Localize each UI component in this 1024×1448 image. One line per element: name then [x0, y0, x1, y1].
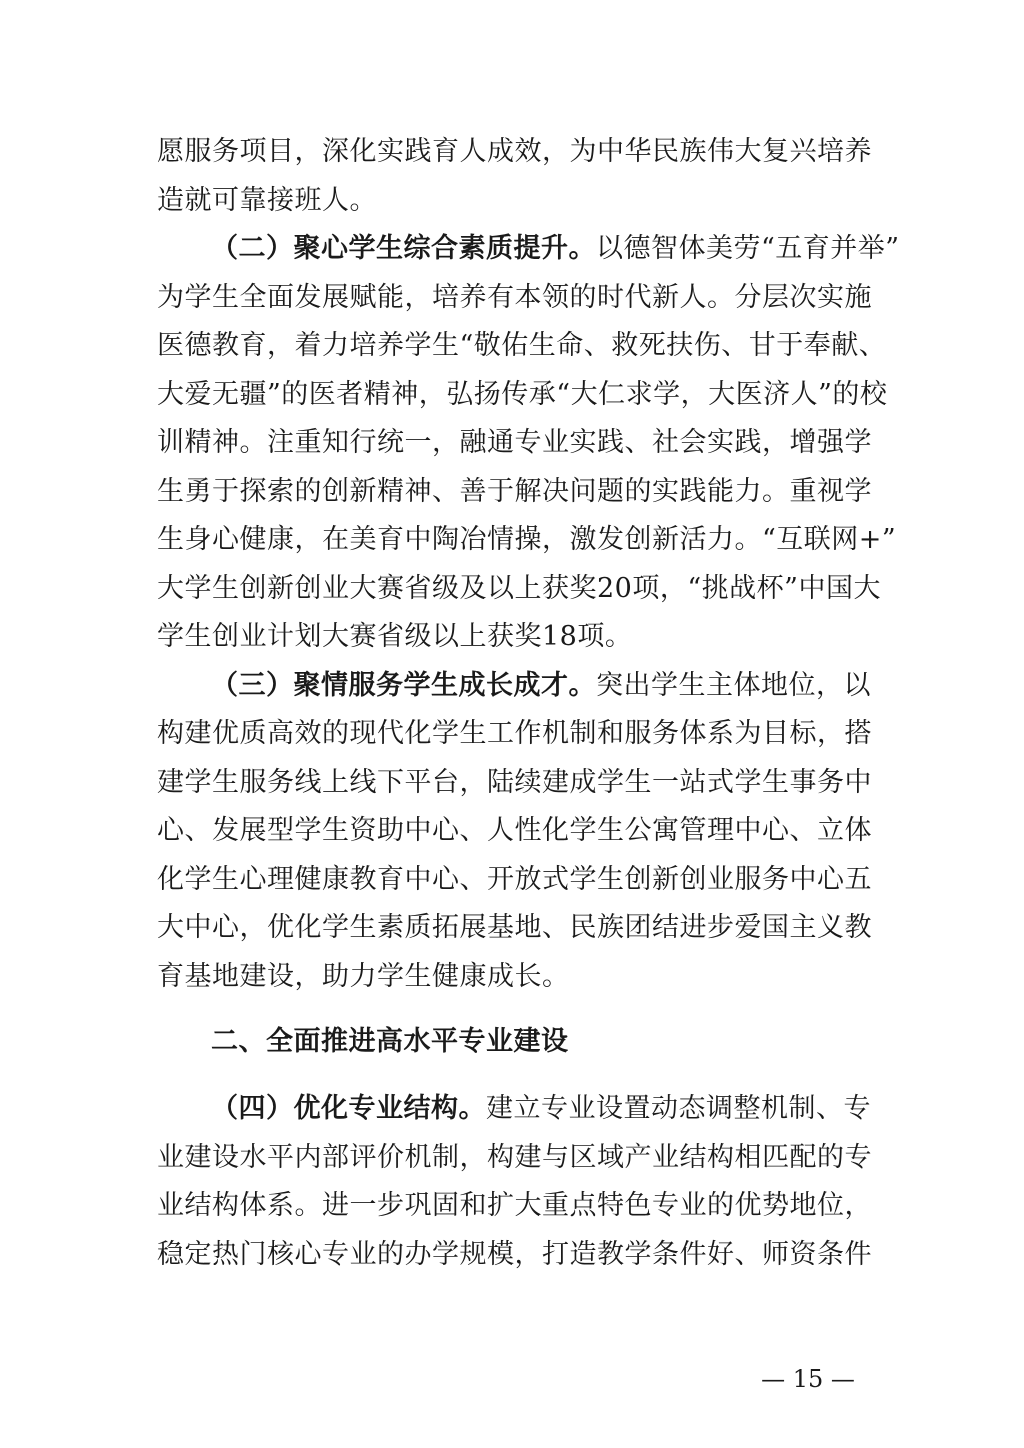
text-line: 大中心，优化学生素质拓展基地、民族团结进步爱国主义教 [157, 912, 872, 943]
text-line: 业结构体系。进一步巩固和扩大重点特色专业的优势地位， [157, 1190, 872, 1221]
text-line: 建学生服务线上线下平台，陆续建成学生一站式学生事务中 [157, 767, 872, 798]
text-line: 构建优质高效的现代化学生工作机制和服务体系为目标，搭 [157, 718, 872, 749]
text-line: 愿服务项目，深化实践育人成效，为中华民族伟大复兴培养 [157, 136, 872, 167]
text-line: 生身心健康，在美育中陶冶情操，激发创新活力。“互联网+” [157, 524, 897, 555]
text-line: 生勇于探索的创新精神、善于解决问题的实践能力。重视学 [157, 476, 872, 507]
text-span: 建立专业设置动态调整机制、专 [486, 1093, 871, 1124]
text-line: 训精神。注重知行统一，融通专业实践、社会实践，增强学 [157, 427, 872, 458]
page-number: — 15 — [761, 1365, 855, 1393]
text-line: 稳定热门核心专业的办学规模，打造教学条件好、师资条件 [157, 1239, 872, 1270]
subsection-title: （四）优化专业结构。 [211, 1093, 486, 1124]
subsection-title: （二）聚心学生综合素质提升。 [211, 233, 596, 264]
text-line: 医德教育，着力培养学生“敬佑生命、救死扶伤、甘于奉献、 [157, 330, 887, 361]
paragraph-first-line [157, 1091, 869, 1127]
text-line: 学生创业计划大赛省级以上获奖18项。 [157, 621, 633, 652]
text-line: 大爱无疆”的医者精神，弘扬传承“大仁求学，大医济人”的校 [157, 379, 888, 410]
paragraph-first-line [157, 231, 900, 267]
subsection-title: （三）聚情服务学生成长成才。 [211, 670, 596, 701]
text-line: 心、发展型学生资助中心、人性化学生公寓管理中心、立体 [157, 815, 872, 846]
text-span: 以德智体美劳“五育并举” [596, 233, 900, 264]
text-line: 大学生创新创业大赛省级及以上获奖20项，“挑战杯”中国大 [157, 573, 881, 604]
text-line: 育基地建设，助力学生健康成长。 [157, 961, 570, 992]
section-heading: 二、全面推进高水平专业建设 [211, 1026, 569, 1057]
paragraph-first-line [157, 668, 869, 704]
text-line: 化学生心理健康教育中心、开放式学生创新创业服务中心五 [157, 864, 872, 895]
text-span: 突出学生主体地位，以 [596, 670, 871, 701]
text-line: 为学生全面发展赋能，培养有本领的时代新人。分层次实施 [157, 282, 872, 313]
text-line: 造就可靠接班人。 [157, 185, 377, 216]
text-line: 业建设水平内部评价机制，构建与区域产业结构相匹配的专 [157, 1142, 872, 1173]
